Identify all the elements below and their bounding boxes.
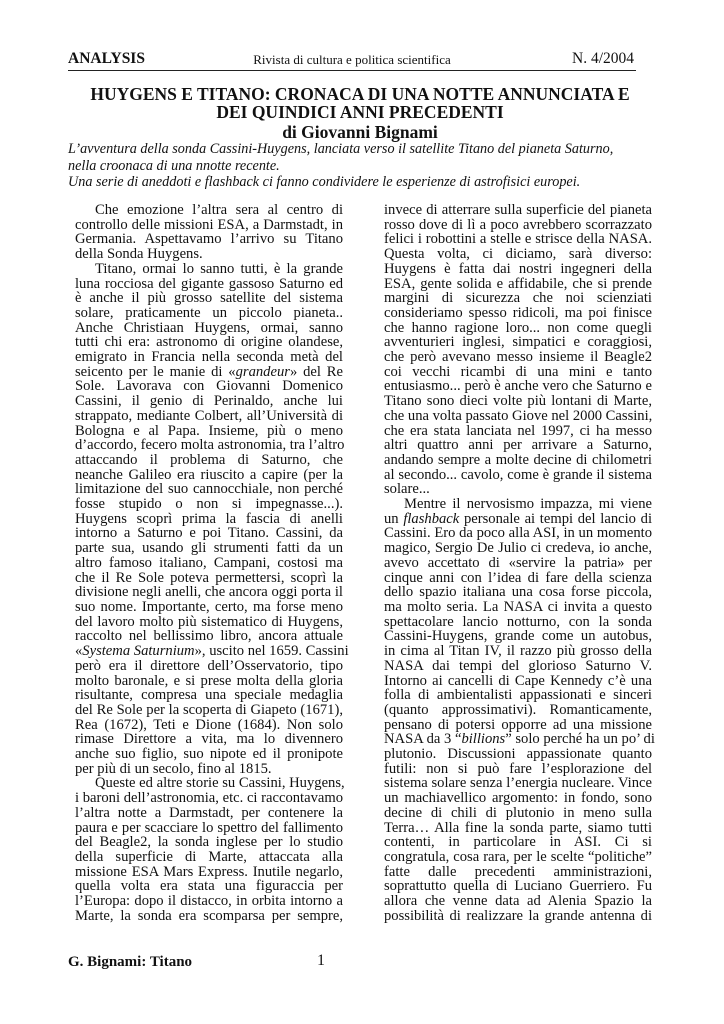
text-column-left bbox=[75, 202, 349, 924]
title-line: DEI QUINDICI ANNI PRECEDENTI bbox=[216, 102, 504, 122]
text-line: spettacolare lancio notturno, con la sonda bbox=[384, 613, 652, 630]
text-line: Huygens è fatta dai nostri ingegneri della bbox=[384, 260, 652, 277]
text-line: Titano, ormai lo sanno tutti, è la grande bbox=[95, 260, 343, 277]
text-line: raccolto nel bellissimo libro, ancora attuale bbox=[75, 628, 343, 645]
text-line: magico, Sergio De Julio ci credeva, io anche, bbox=[384, 540, 652, 557]
text-line: andando sempre a molte decine di chilometri bbox=[384, 451, 652, 468]
text-line: avventurieri inglesi, simpatici e coraggiosi, bbox=[384, 334, 652, 351]
journal-subtitle: Rivista di cultura e politica scientifica bbox=[253, 52, 451, 67]
text-line: della Sonda Huygens. bbox=[75, 246, 203, 263]
text-line: seicento per le manie di «grandeur» del Re bbox=[75, 363, 344, 380]
text-line: per più di un secolo, fino al 1815. bbox=[75, 760, 272, 777]
text-line: anche suo figlio, suo nipote ed il pronipote bbox=[75, 746, 343, 763]
text-line: strappato, mediante Colbert, all’Università di bbox=[75, 407, 343, 424]
italic-term: Systema Saturnium bbox=[82, 643, 195, 660]
text-line: Bologna e al Papa. Insieme, più o meno bbox=[75, 422, 343, 439]
text-line: Che emozione l’altra sera al centro di bbox=[95, 202, 343, 218]
text-line: Terra… Alla fine la sonda parte, siamo tutti bbox=[384, 819, 652, 836]
text-line: Queste ed altre storie su Cassini, Huygens, bbox=[95, 775, 345, 792]
abstract-line: L’avventura della sonda Cassini-Huygens, lanciata verso il satellite Titano del pianeta Saturno, bbox=[68, 141, 614, 157]
text-line: cinque anni con l’idea di fare della scienza bbox=[384, 569, 652, 586]
text-line: Anche Christiaan Huygens, ormai, sanno bbox=[75, 319, 343, 336]
text-line: in cima al Titan IV, il razzo più grosso della bbox=[384, 643, 652, 660]
text-line: invece di atterrare sulla superficie del pianeta bbox=[384, 202, 652, 218]
italic-term: billions bbox=[461, 731, 506, 748]
text-line: margini di sicurezza che noi scienziati bbox=[384, 290, 652, 307]
text-line: divisione negli anelli, che ancora oggi porta il bbox=[75, 584, 343, 601]
text-line: paura e per scacciare lo spettro del fallimento bbox=[75, 819, 343, 836]
text-line: NASA dai tempi del glorioso Saturno V. bbox=[384, 657, 652, 674]
text-line: rimase Direttore a vita, ma lo divennero bbox=[75, 731, 343, 748]
text-line: che una volta passato Giove nel 2000 Cassini, bbox=[384, 407, 653, 424]
text-line: NASA da 3 “billions” solo perché ha un po’ di bbox=[384, 731, 655, 748]
text-line: neanche Galileo era riuscito a capire (per la bbox=[75, 466, 343, 483]
text-line: risultante, compresa una speciale medaglia bbox=[75, 687, 343, 704]
text-line: soprattutto quella di Luciano Guerriero. Fu bbox=[384, 878, 652, 895]
abstract-line: Una serie di aneddoti e flashback ci fanno condividere le esperienze di astrofisici europei. bbox=[68, 174, 581, 190]
text-line: Rea (1672), Teti e Dione (1684). Non solo bbox=[75, 716, 343, 733]
text-line: ma molto seria. La NASA ci invita a questo bbox=[384, 598, 652, 615]
text-line: possibilità di realizzare la grande antenna di bbox=[384, 907, 652, 924]
text-line: allora che venne data ad Alenia Spazio la bbox=[384, 893, 652, 910]
page-number: 1 bbox=[317, 952, 325, 969]
text-line: della superficie di Marte, attaccata alla bbox=[75, 848, 343, 865]
text-column-right bbox=[384, 202, 655, 924]
article-abstract bbox=[68, 141, 668, 191]
text-line: solare... bbox=[384, 481, 430, 498]
text-line: Intorno ai cancelli di Cape Kennedy c’è una bbox=[384, 672, 652, 689]
text-line: altro famoso italiano, Campani, costosi ma bbox=[75, 554, 343, 571]
journal-name: ANALYSIS bbox=[68, 50, 145, 67]
text-line: Titano sono dieci volte più lontani di Marte, bbox=[384, 393, 652, 410]
text-line: plutonio. Discussioni appassionate quanto bbox=[384, 746, 652, 763]
text-line: solare, praticamente un piccolo pianeta.. bbox=[75, 304, 343, 321]
text-line: luna rocciosa del gigante gassoso Saturno ed bbox=[75, 275, 343, 292]
text-line: rosso dove di lì a poco avrebbero scorrazzato bbox=[384, 216, 652, 233]
text-line: che hanno ragione loro... non come quegli bbox=[384, 319, 652, 336]
text-line: del lavoro molto più sistematico di Huygens, bbox=[75, 613, 343, 630]
text-line: controllo delle missioni ESA, a Darmstadt, in bbox=[75, 216, 343, 233]
text-line: molto baronale, e si prese molta della gloria bbox=[75, 672, 343, 689]
text-line: sistema solare senza l’energia nucleare. Vince bbox=[384, 775, 652, 792]
text-line: avevo accettato di «servire la patria» per bbox=[384, 554, 652, 571]
text-line: congratula, cosa rara, per le scelte “politiche” bbox=[384, 848, 652, 865]
text-line: che però avevano messo insieme il Beagle2 bbox=[384, 349, 652, 366]
text-line: è anche il più grosso satellite del sistema bbox=[75, 290, 343, 307]
text-line: Cassini. Ero da poco alla ASI, in un momento bbox=[384, 525, 652, 542]
text-line: Cassini, il genio di Perinaldo, anche lui bbox=[75, 393, 343, 410]
text-line: missione ESA Mars Express. Inutile negarlo, bbox=[75, 863, 343, 880]
italic-term: grandeur bbox=[235, 363, 290, 380]
page-header bbox=[68, 50, 636, 71]
text-line: «Systema Saturnium», uscito nel 1659. Cassini bbox=[75, 643, 349, 660]
text-line: coi vecchi ricambi di una mini e tanto bbox=[384, 363, 652, 380]
text-line: decine di chili di plutonio in meno sulla bbox=[384, 804, 652, 821]
text-line: emigrato in Francia nella seconda metà del bbox=[75, 349, 343, 366]
article-title bbox=[60, 85, 660, 121]
text-line: limitazione del suo cannocchiale, non perché bbox=[75, 481, 343, 498]
text-line: del Beagle2, la sonda inglese per lo studio bbox=[75, 834, 343, 851]
text-line: Marte, la sonda era scomparsa per sempre, bbox=[75, 907, 343, 924]
text-line: parte sua, usando gli strumenti fatti da un bbox=[75, 540, 343, 557]
article-author: di Giovanni Bignami bbox=[282, 122, 438, 142]
text-line: l’altra notte a Darmstadt, per contenere la bbox=[75, 804, 343, 821]
text-line: consideriamo spesso ridicoli, ma poi finisce bbox=[384, 304, 652, 321]
text-line: i baroni dell’astronomia, etc. ci raccontavamo bbox=[75, 790, 343, 807]
text-line: (quanto approssimativi). Romanticamente, bbox=[384, 701, 652, 718]
text-line: però era il direttore dell’Osservatorio, tipo bbox=[75, 657, 343, 674]
issue-number: N. 4/2004 bbox=[572, 50, 634, 67]
text-line: che il Re Sole poteva permettersi, scoprì la bbox=[75, 569, 343, 586]
text-line: contenti, in particolare in ASI. Ci si bbox=[384, 834, 652, 851]
abstract-line: nella croonaca di una nnotte recente. bbox=[68, 157, 280, 174]
text-line: un flashback personale ai tempi del lancio di bbox=[384, 510, 652, 527]
running-footer: G. Bignami: Titano bbox=[68, 954, 193, 970]
text-line: pensano di potersi opporre ad una missione bbox=[384, 716, 652, 733]
text-line: quella volta era stata una figuraccia per bbox=[75, 878, 343, 895]
text-line: dello spazio italiana una cosa forse piccola, bbox=[384, 584, 652, 601]
text-line: del Re Sole per la scoperta di Giapeto (1671), bbox=[75, 701, 343, 718]
italic-term: flashback bbox=[403, 510, 460, 527]
text-line: felici i robottini a stelle e strisce della NASA. bbox=[384, 231, 652, 248]
text-line: che era stata lanciata nel 1997, ci ha messo bbox=[384, 422, 652, 439]
text-line: folla di ambientalisti appassionati e sinceri bbox=[384, 687, 652, 704]
text-line: fosse stupido o non si impegnasse...). bbox=[75, 496, 343, 513]
text-line: fatte dalle precedenti amministrazioni, bbox=[384, 863, 652, 880]
text-line: intorno a Saturno e poi Titano. Cassini, da bbox=[75, 525, 343, 542]
text-line: al secondo... cavolo, come è grande il sistema bbox=[384, 466, 652, 483]
text-line: entusiasmo... però è anche vero che Saturno e bbox=[384, 378, 652, 395]
text-line: Cassini-Huygens, grande come un autobus, bbox=[384, 628, 652, 645]
text-line: ESA, gente solida e affidabile, che si prende bbox=[384, 275, 652, 292]
text-line: attaccando il problema di Saturno, che bbox=[75, 451, 343, 468]
text-line: l’Europa: dopo il distacco, in orbita intorno a bbox=[75, 893, 343, 910]
text-line: Huygens scoprì prima la fascia di anelli bbox=[75, 510, 343, 527]
text-line: altri quattro anni per arrivare a Saturno, bbox=[384, 437, 652, 454]
text-line: d’accordo, fecero molta astronomia, tra l’altro bbox=[75, 437, 345, 454]
text-line: un machiavellico argomento: in fondo, sono bbox=[384, 790, 652, 807]
text-line: futili: non si può fare l’esplorazione del bbox=[384, 760, 652, 777]
text-line: Sole. Lavorava con Giovanni Domenico bbox=[75, 378, 343, 395]
title-line: HUYGENS E TITANO: CRONACA DI UNA NOTTE ANNUNCIATA E bbox=[90, 84, 630, 104]
text-line: suo nome. Importante, certo, ma forse meno bbox=[75, 598, 343, 615]
text-line: tutti chi era: astronomo di origine olandese, bbox=[75, 334, 343, 351]
text-line: Germania. Aspettavamo l’arrivo su Titano bbox=[75, 231, 343, 248]
text-line: Questa volta, ci diciamo, sarà diverso: bbox=[384, 246, 652, 263]
text-line: Mentre il nervosismo impazza, mi viene bbox=[404, 496, 652, 513]
